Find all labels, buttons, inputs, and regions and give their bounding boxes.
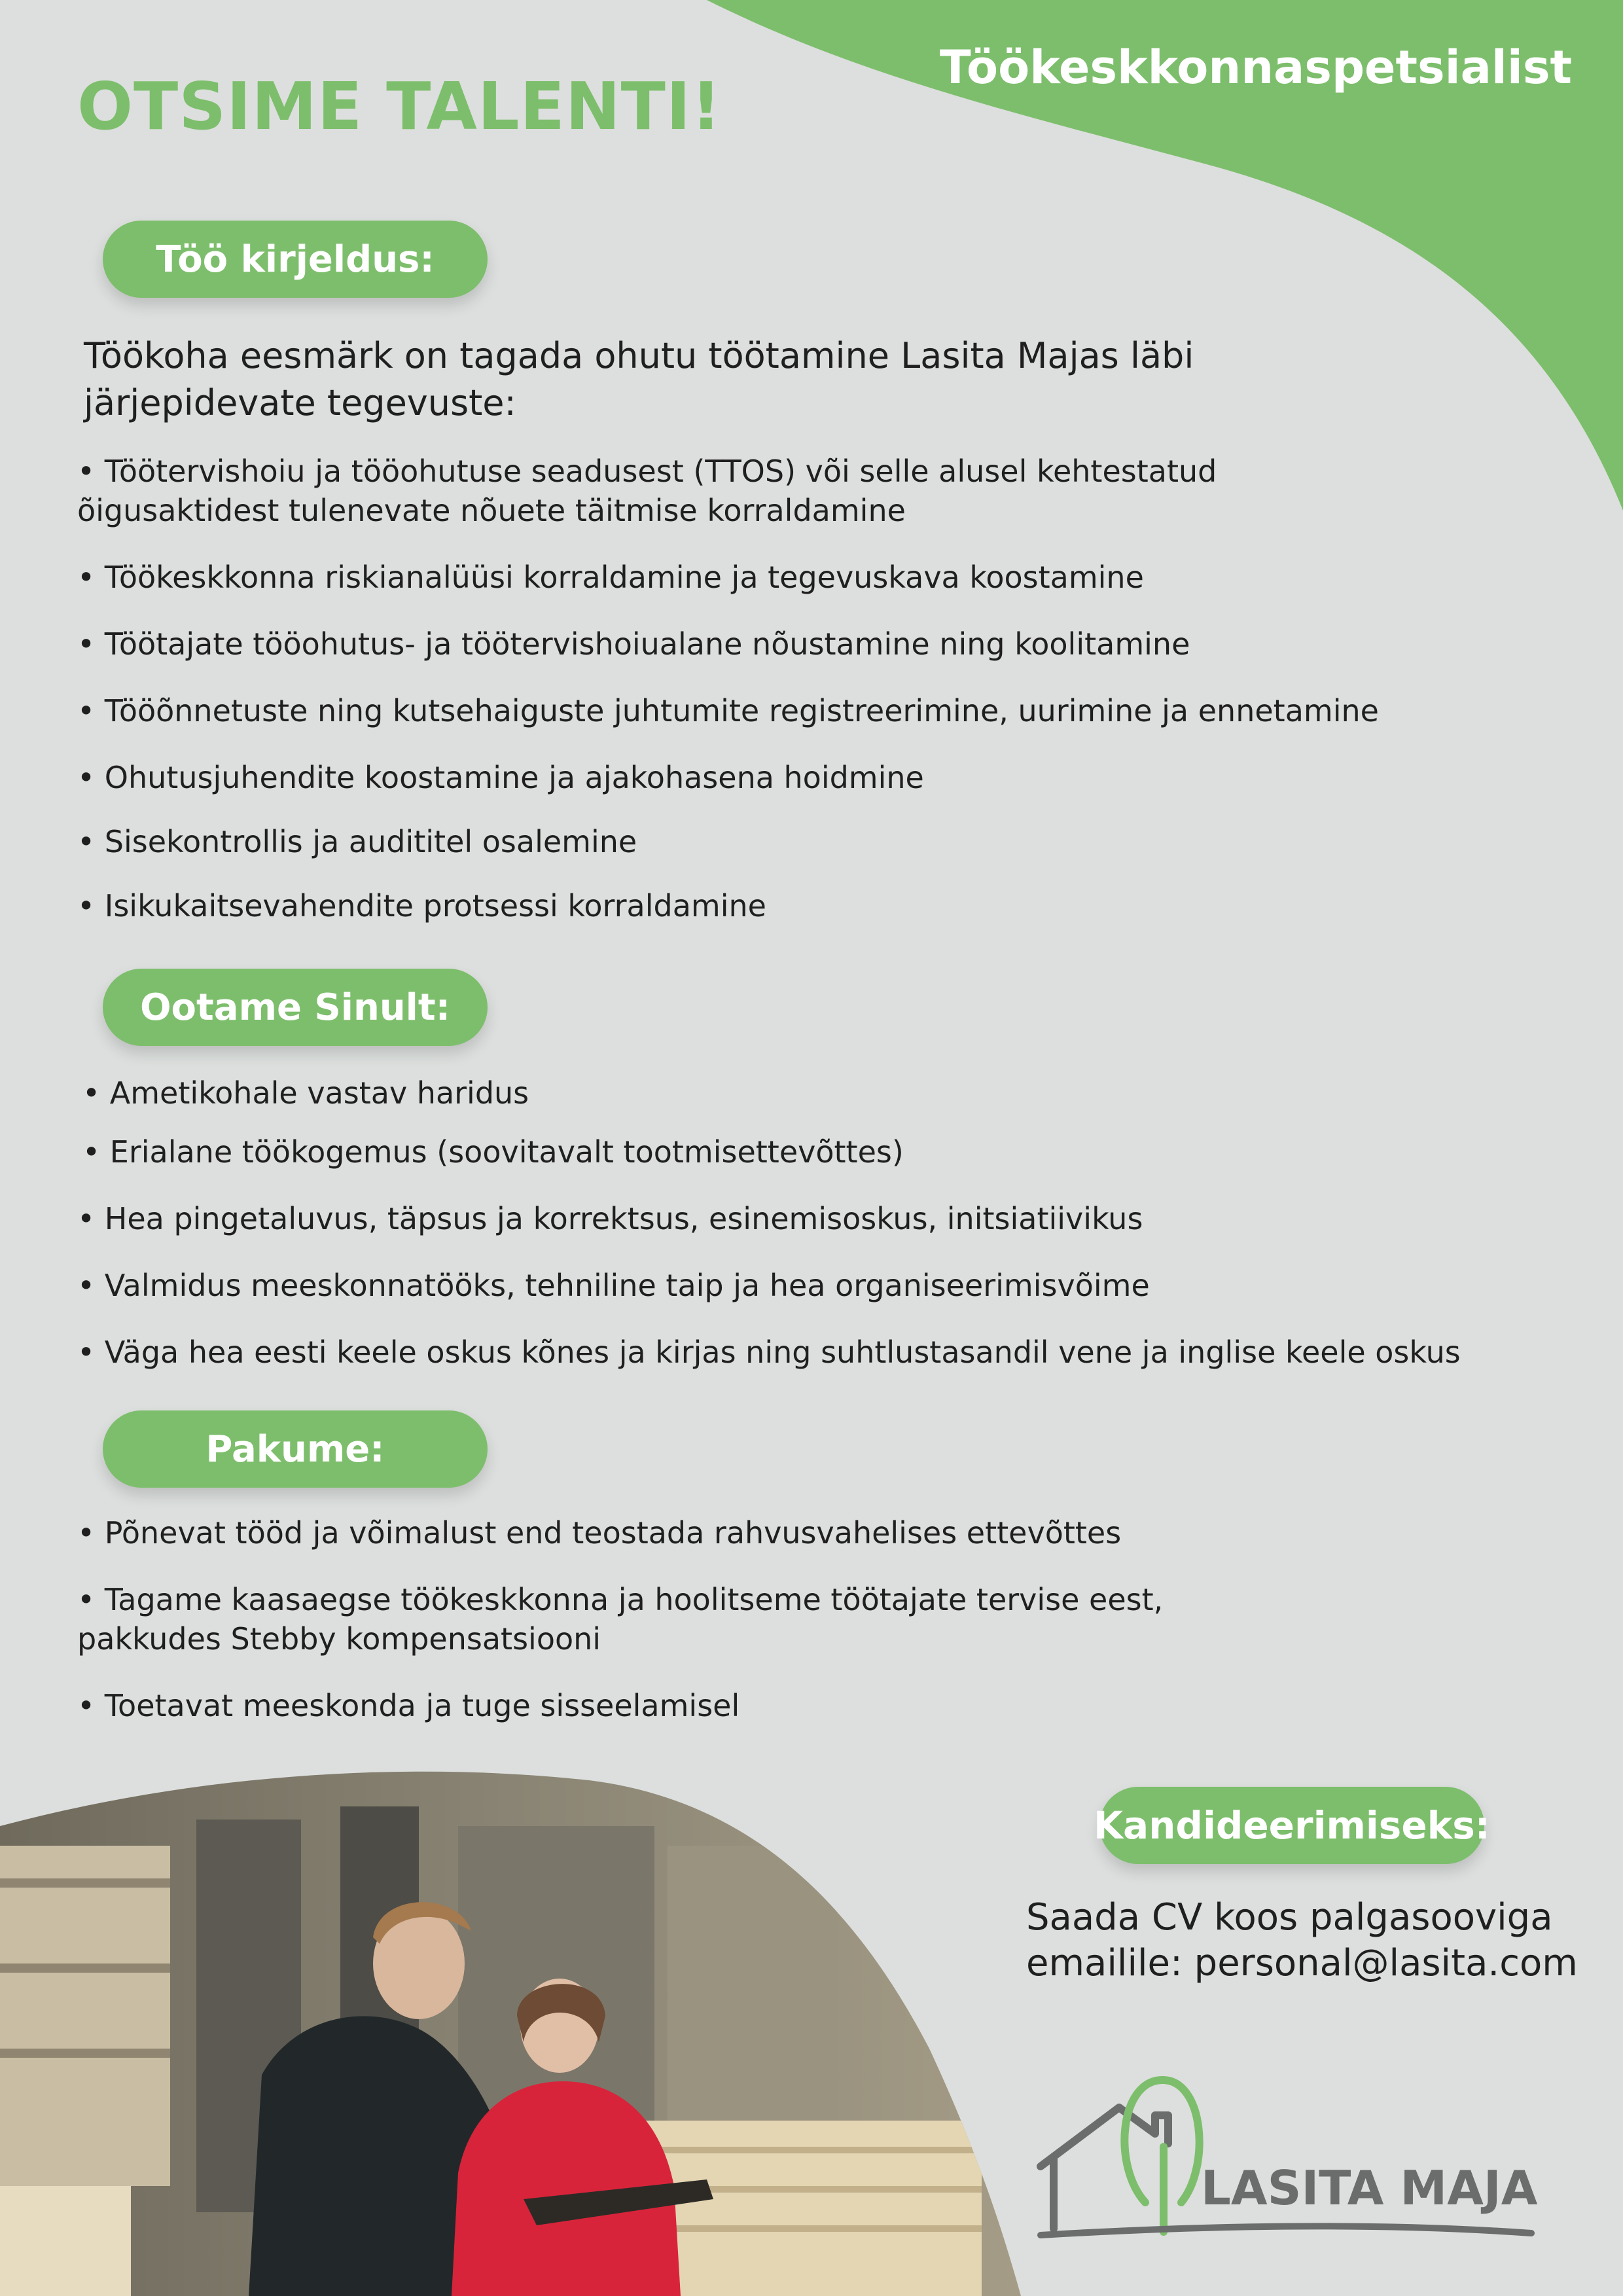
list-item-text: Töötajate tööohutus- ja töötervishoiualane nõustamine ning koolitamine bbox=[104, 626, 1190, 662]
list-item bbox=[77, 1132, 1556, 1172]
list-item bbox=[77, 822, 1556, 861]
list-item bbox=[77, 1686, 1556, 1725]
list-item-text-cont: õigusaktidest tulenevate nõuete täitmise korraldamine bbox=[77, 493, 906, 528]
list-item-text: Valmidus meeskonnatööks, tehniline taip ja hea organiseerimisvõime bbox=[104, 1268, 1150, 1303]
lasita-maja-logo bbox=[1034, 2068, 1544, 2251]
page-title: OTSIME TALENTI! bbox=[77, 68, 722, 145]
list-item-text: Ametikohale vastav haridus bbox=[109, 1075, 529, 1111]
warehouse-photo bbox=[0, 1767, 1021, 2296]
requirements-heading: Ootame Sinult: bbox=[103, 969, 488, 1046]
job-title: Töökeskkonnaspetsialist bbox=[939, 41, 1572, 94]
description-list bbox=[77, 452, 1556, 925]
list-item-text: Väga hea eesti keele oskus kõnes ja kirjas ning suhtlustasandil vene ja inglise keele oskus bbox=[104, 1335, 1461, 1370]
list-item-text: Tööõnnetuste ning kutsehaiguste juhtumite registreerimine, uurimine ja ennetamine bbox=[104, 693, 1379, 728]
list-item-text: Erialane töökogemus (soovitavalt tootmisettevõttes) bbox=[109, 1134, 904, 1170]
list-item bbox=[77, 452, 1556, 530]
list-item bbox=[77, 886, 1556, 925]
intro-line: Töökoha eesmärk on tagada ohutu töötamine Lasita Majas läbi bbox=[84, 335, 1194, 376]
list-item-text: Ohutusjuhendite koostamine ja ajakohasena hoidmine bbox=[104, 760, 924, 795]
list-item-text: Põnevat tööd ja võimalust end teostada rahvusvahelises ettevõttes bbox=[104, 1515, 1122, 1551]
list-item bbox=[77, 1073, 1556, 1113]
requirements-list bbox=[77, 1073, 1556, 1372]
list-item-text: Isikukaitsevahendite protsessi korraldamine bbox=[104, 888, 766, 924]
contact-line: Saada CV koos palgasooviga bbox=[1026, 1896, 1553, 1939]
offer-list bbox=[77, 1513, 1556, 1725]
list-item bbox=[77, 1513, 1556, 1552]
list-item-text: Töötervishoiu ja tööohutuse seadusest (TTOS) või selle alusel kehtestatud bbox=[104, 454, 1217, 489]
list-item bbox=[77, 1580, 1556, 1659]
offer-heading: Pakume: bbox=[103, 1410, 488, 1488]
ground-line bbox=[1041, 2226, 1531, 2235]
list-item-text-cont: pakkudes Stebby kompensatsiooni bbox=[77, 1621, 601, 1657]
list-item-text: Töökeskkonna riskianalüüsi korraldamine ja tegevuskava koostamine bbox=[104, 560, 1144, 595]
contact-info bbox=[1026, 1895, 1578, 1986]
list-item bbox=[77, 1199, 1556, 1238]
list-item-text: Sisekontrollis ja audititel osalemine bbox=[104, 824, 637, 859]
list-item-text: Hea pingetaluvus, täpsus ja korrektsus, esinemisoskus, initsiatiivikus bbox=[104, 1201, 1143, 1236]
list-item bbox=[77, 1333, 1556, 1372]
logo-text: LASITA MAJA bbox=[1201, 2161, 1538, 2215]
description-heading: Töö kirjeldus: bbox=[103, 221, 488, 298]
list-item-text: Tagame kaasaegse töökeskkonna ja hoolitseme töötajate tervise eest, bbox=[104, 1582, 1164, 1617]
list-item bbox=[77, 624, 1556, 664]
list-item bbox=[77, 558, 1556, 597]
description-intro bbox=[84, 332, 1327, 427]
apply-heading: Kandideerimiseks: bbox=[1099, 1787, 1484, 1864]
contact-email: emailile: personal@lasita.com bbox=[1026, 1942, 1578, 1984]
list-item bbox=[77, 1266, 1556, 1305]
list-item bbox=[77, 691, 1556, 730]
list-item-text: Toetavat meeskonda ja tuge sisseelamisel bbox=[104, 1688, 740, 1723]
shelf-stack bbox=[0, 1846, 170, 2186]
intro-line: järjepidevate tegevuste: bbox=[84, 382, 516, 423]
house-roof-icon bbox=[1041, 2108, 1168, 2166]
list-item bbox=[77, 758, 1556, 797]
